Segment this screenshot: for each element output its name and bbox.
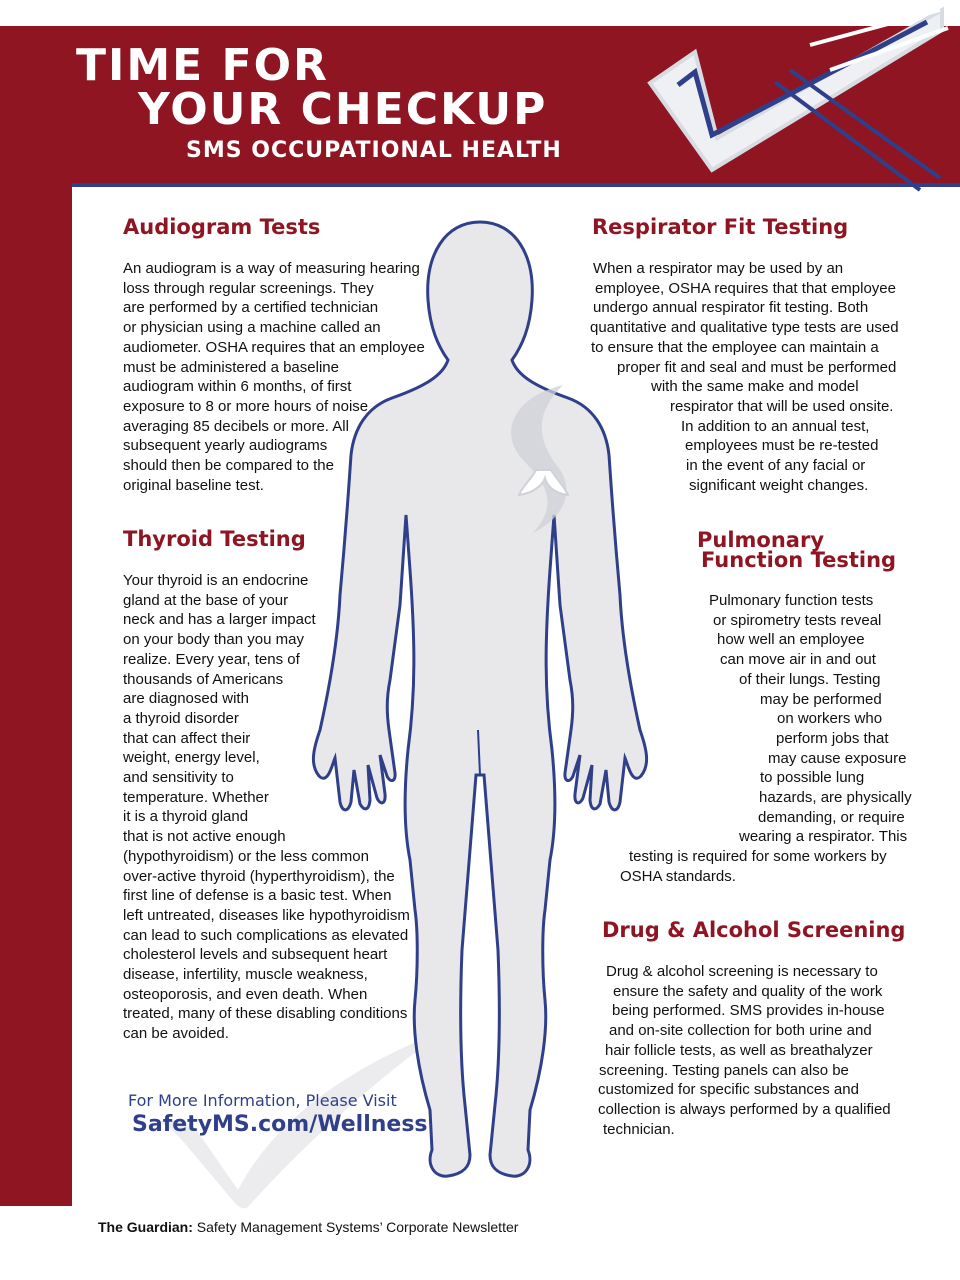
audiogram-line: original baseline test.: [123, 476, 264, 494]
sms-logo-icon: [478, 375, 598, 555]
publication-name: The Guardian:: [98, 1219, 193, 1235]
drug-alcohol-line: hair follicle tests, as well as breathalyzer: [605, 1041, 873, 1059]
pulmonary-text: [620, 591, 920, 887]
pulmonary-line: Pulmonary function tests: [709, 592, 874, 609]
pulmonary-line: or spirometry tests reveal: [713, 611, 882, 629]
pulmonary-line: may be performed: [760, 690, 882, 708]
respirator-line: with the same make and model: [651, 378, 859, 396]
respirator-line: When a respirator may be used by an: [593, 260, 844, 277]
pulmonary-line: wearing a respirator. This: [739, 828, 908, 846]
audiogram-line: audiogram within 6 months, of first: [123, 378, 352, 396]
pulmonary-line: OSHA standards.: [620, 867, 736, 885]
respirator-line: respirator that will be used onsite.: [670, 397, 894, 415]
pulmonary-line: of their lungs. Testing: [739, 670, 881, 688]
page-title-line-1: TIME FOR: [76, 40, 329, 91]
pulmonary-line: testing is required for some workers by: [629, 848, 887, 866]
pulmonary-line: can move air in and out: [720, 651, 876, 669]
drug-alcohol-text: [597, 962, 891, 1139]
respirator-line: in the event of any facial or: [686, 457, 866, 475]
page-title-line-2: YOUR CHECKUP: [138, 84, 548, 135]
drug-alcohol-line: screening. Testing panels can also be: [599, 1061, 849, 1079]
footer-publication-line: [98, 1219, 518, 1235]
page-subtitle: SMS OCCUPATIONAL HEALTH: [186, 138, 562, 163]
thyroid-line: treated, many of these disabling conditions: [123, 1005, 408, 1023]
thyroid-line: that can affect their: [123, 729, 251, 747]
thyroid-line: it is a thyroid gland: [123, 808, 249, 826]
drug-alcohol-line: collection is always performed by a qualified: [598, 1100, 891, 1118]
thyroid-line: can be avoided.: [123, 1025, 229, 1043]
thyroid-line: thousands of Americans: [123, 670, 284, 688]
drug-alcohol-line: Drug & alcohol screening is necessary to: [606, 963, 878, 980]
respirator-line: undergo annual respirator fit testing. Both: [593, 299, 869, 317]
thyroid-line: realize. Every year, tens of: [123, 650, 300, 668]
thyroid-line: and sensitivity to: [123, 769, 234, 787]
respirator-line: significant weight changes.: [689, 476, 869, 494]
thyroid-text: [123, 571, 410, 1044]
pulmonary-line: demanding, or require: [758, 808, 905, 826]
audiogram-line: or physician using a machine called an: [123, 319, 381, 337]
thyroid-line: Your thyroid is an endocrine: [123, 572, 309, 589]
audiogram-line: loss through regular screenings. They: [123, 279, 374, 297]
respirator-line: to ensure that the employee can maintain a: [591, 338, 879, 356]
drug-alcohol-line: ensure the safety and quality of the work: [613, 982, 883, 1000]
pulmonary-line: on workers who: [777, 710, 883, 728]
pulmonary-heading-line-2: Function Testing: [701, 548, 897, 572]
audiogram-line: audiometer. OSHA requires that an employee: [123, 338, 425, 356]
audiogram-line: are performed by a certified technician: [123, 299, 379, 317]
pulmonary-line: hazards, are physically: [759, 789, 912, 807]
thyroid-line: left untreated, diseases like hypothyroidism: [123, 906, 410, 924]
thyroid-line: cholesterol levels and subsequent heart: [123, 946, 388, 964]
thyroid-line: on your body than you may: [123, 631, 304, 649]
audiogram-line: An audiogram is a way of measuring hearing: [123, 260, 420, 277]
thyroid-line: are diagnosed with: [123, 690, 249, 708]
respirator-line: employee, OSHA requires that that employee: [595, 279, 896, 297]
audiogram-line: should then be compared to the: [123, 457, 334, 475]
left-red-bar: [0, 26, 72, 1206]
respirator-line: proper fit and seal and must be performed: [617, 358, 897, 376]
audiogram-text: [123, 259, 425, 495]
pulmonary-line: perform jobs that: [776, 729, 889, 747]
checkmark-icon: [640, 10, 950, 185]
more-info-text: For More Information, Please Visit: [128, 1091, 397, 1110]
drug-alcohol-heading: Drug & Alcohol Screening: [602, 918, 906, 942]
thyroid-line: a thyroid disorder: [123, 709, 239, 727]
thyroid-line: (hypothyroidism) or the less common: [123, 847, 369, 865]
thyroid-line: that is not active enough: [123, 828, 286, 846]
pulmonary-line: how well an employee: [717, 631, 865, 649]
audiogram-heading: Audiogram Tests: [123, 215, 321, 239]
thyroid-line: temperature. Whether: [123, 788, 269, 806]
thyroid-line: neck and has a larger impact: [123, 611, 316, 629]
respirator-heading: Respirator Fit Testing: [592, 215, 849, 239]
drug-alcohol-line: and on-site collection for both urine and: [609, 1022, 872, 1040]
respirator-line: employees must be re-tested: [685, 437, 879, 455]
respirator-line: In addition to an annual test,: [681, 417, 870, 435]
respirator-line: quantitative and qualitative type tests are used: [590, 319, 899, 337]
thyroid-line: can lead to such complications as elevated: [123, 926, 409, 944]
pulmonary-heading-line-1: Pulmonary: [697, 528, 825, 552]
thyroid-line: gland at the base of your: [123, 591, 289, 609]
audiogram-line: must be administered a baseline: [123, 358, 339, 376]
drug-alcohol-line: being performed. SMS provides in-house: [612, 1002, 885, 1020]
audiogram-line: exposure to 8 or more hours of noise: [123, 397, 369, 415]
wellness-link[interactable]: SafetyMS.com/Wellness: [132, 1112, 428, 1137]
respirator-text: [585, 259, 915, 495]
drug-alcohol-line: technician.: [603, 1120, 675, 1138]
audiogram-line: averaging 85 decibels or more. All: [123, 417, 349, 435]
publication-description: Safety Management Systems’ Corporate Newsletter: [192, 1219, 519, 1235]
thyroid-heading: Thyroid Testing: [123, 527, 306, 551]
drug-alcohol-line: customized for specific substances and: [598, 1081, 859, 1099]
thyroid-line: osteoporosis, and even death. When: [123, 985, 368, 1003]
thyroid-line: first line of defense is a basic test. When: [123, 887, 392, 905]
thyroid-line: over-active thyroid (hyperthyroidism), the: [123, 867, 395, 885]
pulmonary-line: to possible lung: [760, 769, 865, 787]
pulmonary-line: may cause exposure: [768, 749, 907, 767]
page-number: 8: [49, 1218, 57, 1234]
thyroid-line: disease, infertility, muscle weakness,: [123, 966, 368, 984]
audiogram-line: subsequent yearly audiograms: [123, 437, 328, 455]
thyroid-line: weight, energy level,: [123, 749, 260, 767]
